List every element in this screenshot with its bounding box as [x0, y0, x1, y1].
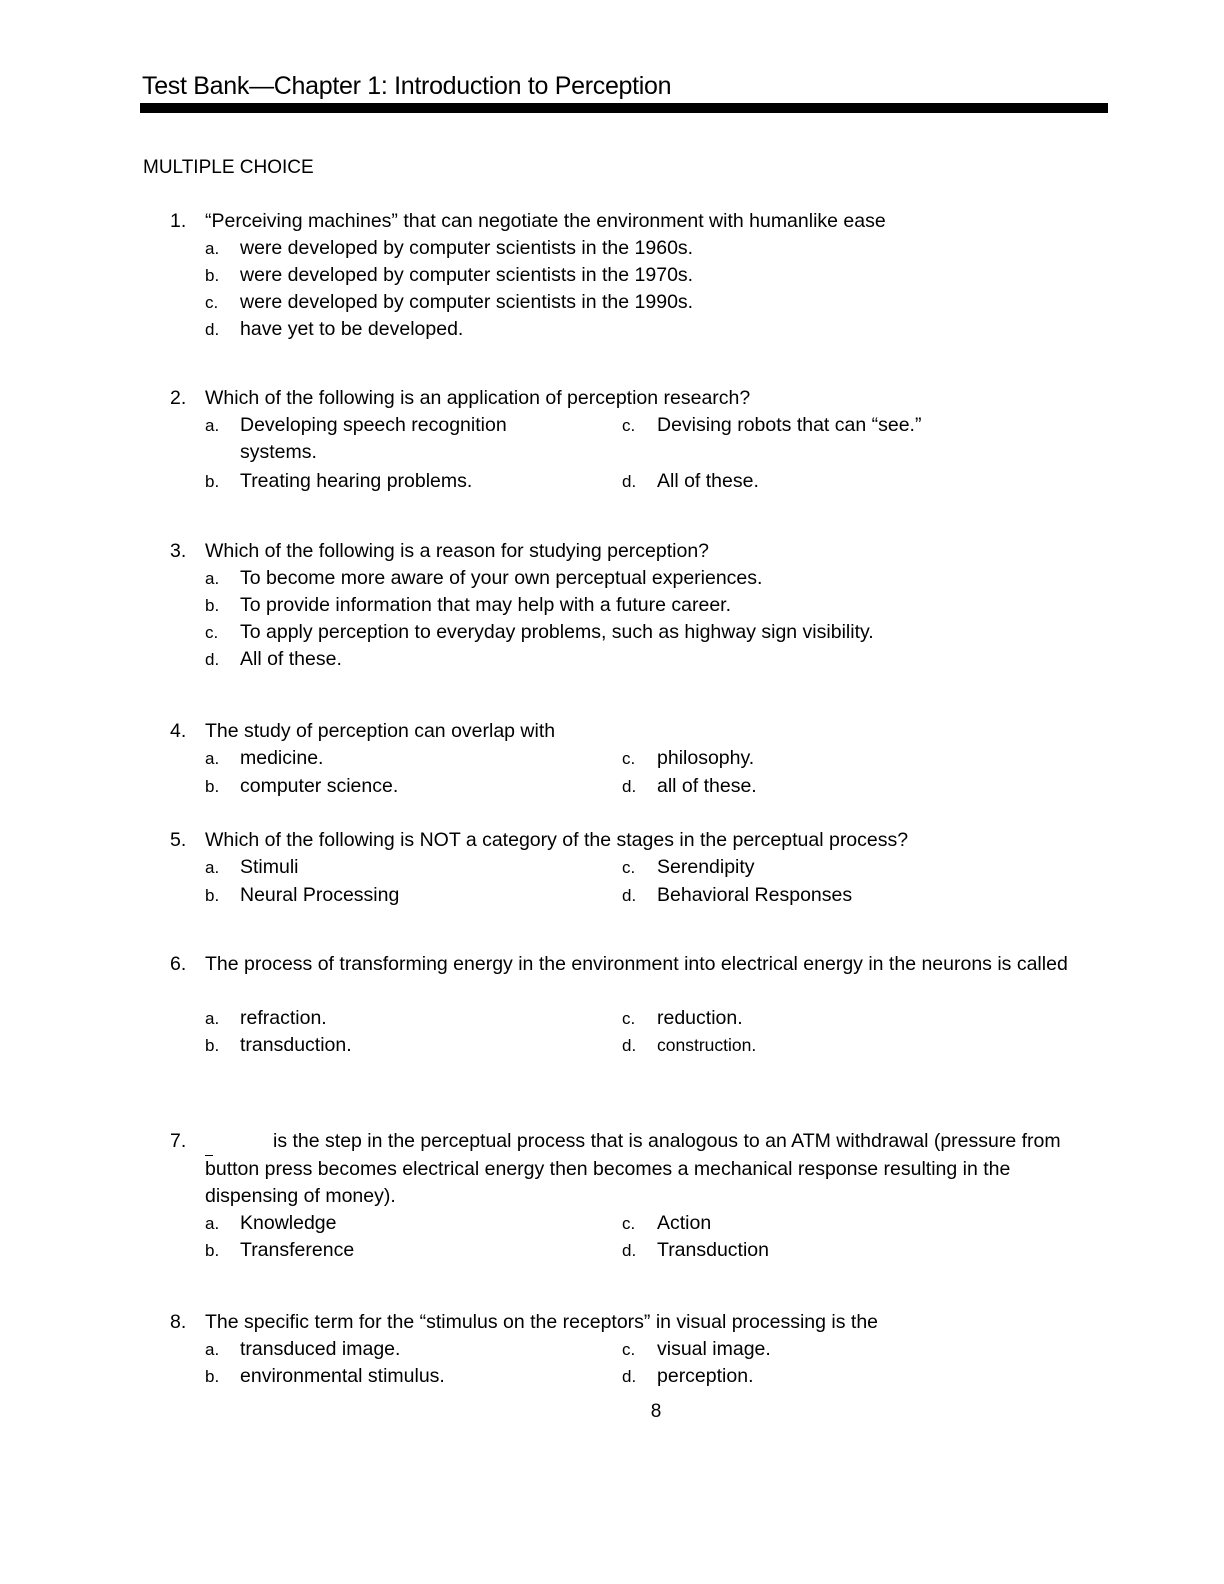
option-letter: a.	[205, 858, 220, 877]
option-letter: b.	[205, 1036, 220, 1055]
question-text: is the step in the perceptual process that is analogous to an ATM withdrawal (pressure from button press becomes electrical energy then becomes a mechanical response resulting in the dispensing of money).	[205, 1130, 1061, 1207]
page-number: 8	[650, 1401, 662, 1422]
option-text: computer science.	[240, 775, 399, 797]
question-text: The specific term for the “stimulus on the receptors” in visual processing is the	[205, 1311, 879, 1333]
option-letter: b.	[205, 472, 220, 491]
option-text: Treating hearing problems.	[240, 470, 473, 492]
question-number: 6.	[170, 953, 187, 975]
option-text: To apply perception to everyday problems, such as highway sign visibility.	[240, 621, 874, 643]
option-text: To become more aware of your own perceptual experiences.	[240, 567, 763, 589]
option-letter: d.	[205, 650, 220, 669]
question-number: 1.	[170, 210, 187, 232]
page-title: Test Bank—Chapter 1: Introduction to Perception	[142, 72, 672, 100]
question-number: 2.	[170, 387, 187, 409]
option-text: philosophy.	[657, 747, 755, 769]
option-letter: b.	[205, 886, 220, 905]
option-letter: b.	[205, 777, 220, 796]
option-text: transduced image.	[240, 1338, 401, 1360]
option-letter: a.	[205, 1009, 220, 1028]
option-text: All of these.	[240, 648, 342, 670]
option-letter: b.	[205, 1241, 220, 1260]
option-letter: c.	[205, 623, 219, 642]
option-text: were developed by computer scientists in the 1990s.	[240, 291, 694, 313]
option-text: Transference	[240, 1239, 355, 1261]
question-number: 7.	[170, 1130, 187, 1152]
option-letter: d.	[622, 1367, 637, 1386]
option-text: all of these.	[657, 775, 757, 797]
option-text: perception.	[657, 1365, 754, 1387]
header-rule	[140, 103, 1108, 113]
option-letter: c.	[622, 858, 636, 877]
option-letter: d.	[622, 1241, 637, 1260]
option-letter: b.	[205, 266, 220, 285]
option-letter: c.	[205, 293, 219, 312]
option-text: Knowledge	[240, 1212, 337, 1234]
option-text: medicine.	[240, 747, 324, 769]
question-number: 8.	[170, 1311, 187, 1333]
question-number: 5.	[170, 829, 187, 851]
option-letter: c.	[622, 1340, 636, 1359]
option-letter: c.	[622, 749, 636, 768]
question-text: The process of transforming energy in the environment into electrical energy in the neurons is called	[205, 953, 1068, 975]
option-letter: a.	[205, 1340, 220, 1359]
option-text: construction.	[657, 1035, 757, 1055]
section-heading: MULTIPLE CHOICE	[143, 157, 314, 178]
option-text: All of these.	[657, 470, 759, 492]
option-text: Action	[657, 1212, 712, 1234]
question-number: 3.	[170, 540, 187, 562]
option-letter: a.	[205, 1214, 220, 1233]
option-letter: c.	[622, 1009, 636, 1028]
question-text: The study of perception can overlap with	[205, 720, 556, 742]
option-text: have yet to be developed.	[240, 318, 464, 340]
option-letter: d.	[622, 1036, 637, 1055]
option-letter: b.	[205, 1367, 220, 1386]
answer-blank	[205, 1128, 213, 1156]
option-text: Stimuli	[240, 856, 299, 878]
question-text: Which of the following is a reason for studying perception?	[205, 540, 710, 562]
option-text: were developed by computer scientists in the 1960s.	[240, 237, 694, 259]
option-text: To provide information that may help with a future career.	[240, 594, 732, 616]
option-letter: d.	[622, 472, 637, 491]
option-letter: a.	[205, 416, 220, 435]
question-text: Which of the following is NOT a category of the stages in the perceptual process?	[205, 829, 909, 851]
option-text: Neural Processing	[240, 884, 400, 906]
option-text: Devising robots that can “see.”	[657, 414, 922, 436]
option-text: environmental stimulus.	[240, 1365, 445, 1387]
option-letter: b.	[205, 596, 220, 615]
option-letter: d.	[622, 886, 637, 905]
question-number: 4.	[170, 720, 187, 742]
question-text: Which of the following is an application of perception research?	[205, 387, 751, 409]
option-letter: d.	[622, 777, 637, 796]
option-text: were developed by computer scientists in the 1970s.	[240, 264, 694, 286]
option-text: transduction.	[240, 1034, 352, 1056]
option-text: reduction.	[657, 1007, 743, 1029]
option-text: Developing speech recognition systems.	[240, 414, 507, 463]
option-letter: d.	[205, 320, 220, 339]
option-letter: a.	[205, 569, 220, 588]
option-letter: a.	[205, 749, 220, 768]
option-text: Transduction	[657, 1239, 770, 1261]
option-letter: a.	[205, 239, 220, 258]
option-text: Behavioral Responses	[657, 884, 853, 906]
option-text: Serendipity	[657, 856, 755, 878]
option-text: refraction.	[240, 1007, 327, 1029]
option-letter: c.	[622, 1214, 636, 1233]
option-text: visual image.	[657, 1338, 771, 1360]
question-text: “Perceiving machines” that can negotiate the environment with humanlike ease	[205, 210, 886, 232]
option-letter: c.	[622, 416, 636, 435]
question-text-block	[205, 1128, 1105, 1210]
